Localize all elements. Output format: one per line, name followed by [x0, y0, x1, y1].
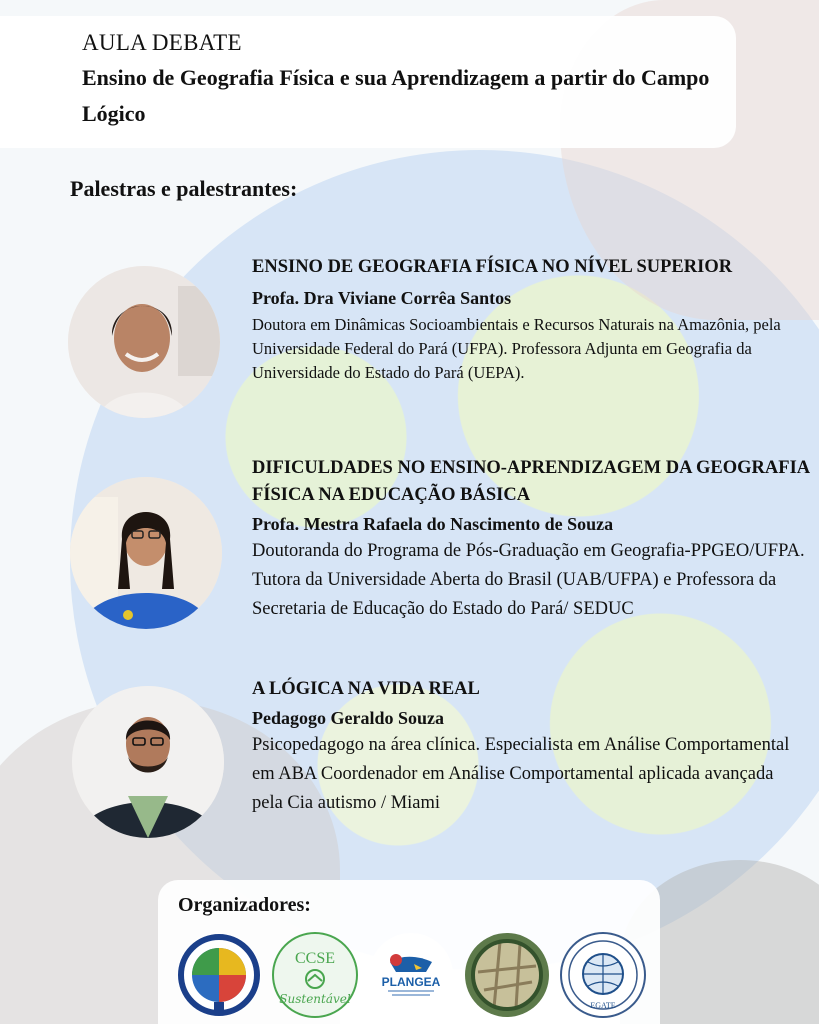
- speaker-photo-avatar: [70, 477, 222, 629]
- speaker-name: Pedagogo Geraldo Souza: [252, 708, 444, 728]
- svg-text:EGATE: EGATE: [590, 1001, 616, 1010]
- talk-title: ENSINO DE GEOGRAFIA FÍSICA NO NÍVEL SUPERIOR: [252, 257, 733, 277]
- section-heading: Palestras e palestrantes:: [70, 176, 298, 201]
- talk-title: DIFICULDADES NO ENSINO-APRENDIZAGEM DA GEOGRAFIA FÍSICA NA EDUCAÇÃO BÁSICA: [252, 458, 810, 505]
- speaker-name: Profa. Dra Viviane Corrêa Santos: [252, 288, 512, 308]
- svg-text:PLANGEA: PLANGEA: [381, 975, 441, 989]
- talk-title: A LÓGICA NA VIDA REAL: [252, 679, 480, 699]
- organizers-card: [158, 880, 660, 1024]
- ccse-sustentavel-logo-icon: [272, 932, 358, 1018]
- university-course-seal-logo-icon: [176, 932, 262, 1018]
- event-type-label: AULA DEBATE: [82, 30, 242, 55]
- egate-globe-logo-icon: [560, 932, 646, 1018]
- speaker-bio: Doutoranda do Programa de Pós-Graduação em Geografia-PPGEO/UFPA. Tutora da Universidade Aberta do Brasil (UAB/UFPA) e Professora da Secretaria de Educação do Estado do Pará/ SEDUC: [252, 541, 805, 619]
- header-card: [0, 16, 736, 148]
- organizers-heading: Organizadores:: [178, 894, 311, 916]
- svg-text:Sustentável: Sustentável: [279, 992, 351, 1006]
- svg-text:CCSE: CCSE: [294, 950, 336, 967]
- plangea-logo-icon: [368, 932, 454, 1018]
- speaker-bio: Doutora em Dinâmicas Socioambientais e Recursos Naturais na Amazônia, pela Universidade Federal do Pará (UFPA). Professora Adjunta em Geografia da Universidade do Estado do Pará (UEPA).: [252, 315, 781, 382]
- speaker-bio: Psicopedagogo na área clínica. Especialista em Análise Comportamental em ABA Coordenador em Análise Comportamental aplicada avançada pela Cia autismo / Miami: [252, 735, 790, 813]
- organizer-logos: [176, 932, 646, 1018]
- event-title: Ensino de Geografia Física e sua Aprendizagem a partir do Campo Lógico: [82, 65, 710, 126]
- cartography-group-logo-icon: [464, 932, 550, 1018]
- speaker-photo-avatar: [72, 686, 224, 838]
- speaker-photo-avatar: [68, 266, 220, 418]
- speaker-name: Profa. Mestra Rafaela do Nascimento de Souza: [252, 514, 614, 534]
